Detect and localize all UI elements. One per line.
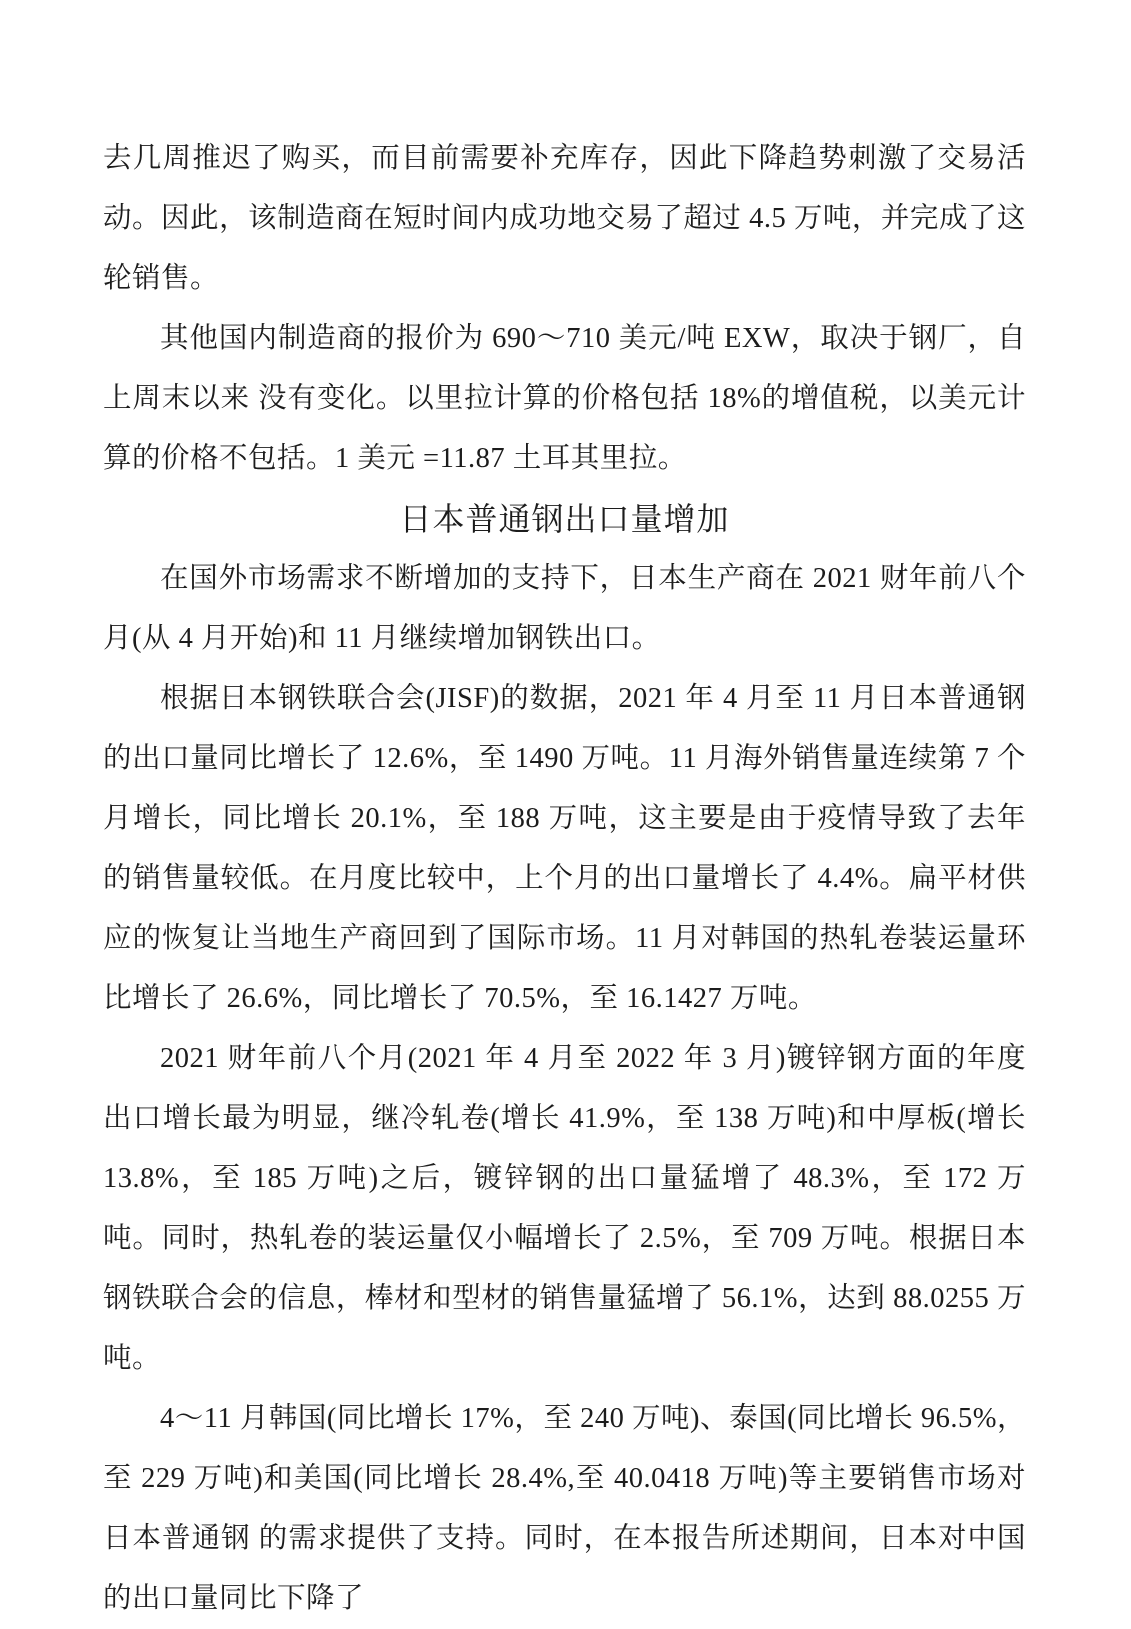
paragraph-turkey-trading-continuation: 去几周推迟了购买，而目前需要补充库存，因此下降趋势刺激了交易活动。因此，该制造商在短时间内成功地交易了超过 4.5 万吨，并完成了这轮销售。: [103, 143, 1026, 294]
paragraph-turkey-domestic-prices: 其他国内制造商的报价为 690～710 美元/吨 EXW，取决于钢厂，自上周末以来 没有变化。以里拉计算的价格包括 18%的增值税，以美元计算的价格不包括。1 美元 =11.87 土耳其里拉。: [103, 323, 1026, 474]
paragraph-japan-export-intro: 在国外市场需求不断增加的支持下，日本生产商在 2021 财年前八个月(从 4 月开始)和 11 月继续增加钢铁出口。: [103, 563, 1026, 654]
paragraph-key-export-markets: 4～11 月韩国(同比增长 17%，至 240 万吨)、泰国(同比增长 96.5%，至 229 万吨)和美国(同比增长 28.4%,至 40.0418 万吨)等主要销售市场对日本普通钢 的需求提供了支持。同时，在本报告所述期间，日本对中国的出口量同比下降了: [103, 1403, 1026, 1614]
section-heading-japan-steel-exports: 日本普通钢出口量增加: [399, 501, 730, 537]
paragraph-galvanized-steel-growth: 2021 财年前八个月(2021 年 4 月至 2022 年 3 月)镀锌钢方面的年度出口增长最为明显，继冷轧卷(增长 41.9%，至 138 万吨)和中厚板(增长 13.8%，至 185 万吨)之后，镀锌钢的出口量猛增了 48.3%，至 172 万吨。同时，热轧卷的装运量仅小幅增长了 2.5%，至 709 万吨。根据日本钢铁联合会的信息，棒材和型材的销售量猛增了 56.1%，达到 88.0255 万吨。: [103, 1043, 1026, 1374]
paragraph-jisf-statistics: 根据日本钢铁联合会(JISF)的数据，2021 年 4 月至 11 月日本普通钢的出口量同比增长了 12.6%，至 1490 万吨。11 月海外销售量连续第 7 个月增长，同比增长 20.1%，至 188 万吨，这主要是由于疫情导致了去年的销售量较低。在月度比较中，上个月的出口量增长了 4.4%。扁平材供应的恢复让当地生产商回到了国际市场。11 月对韩国的热轧卷装运量环比增长了 26.6%，同比增长了 70.5%，至 16.1427 万吨。: [103, 683, 1026, 1014]
